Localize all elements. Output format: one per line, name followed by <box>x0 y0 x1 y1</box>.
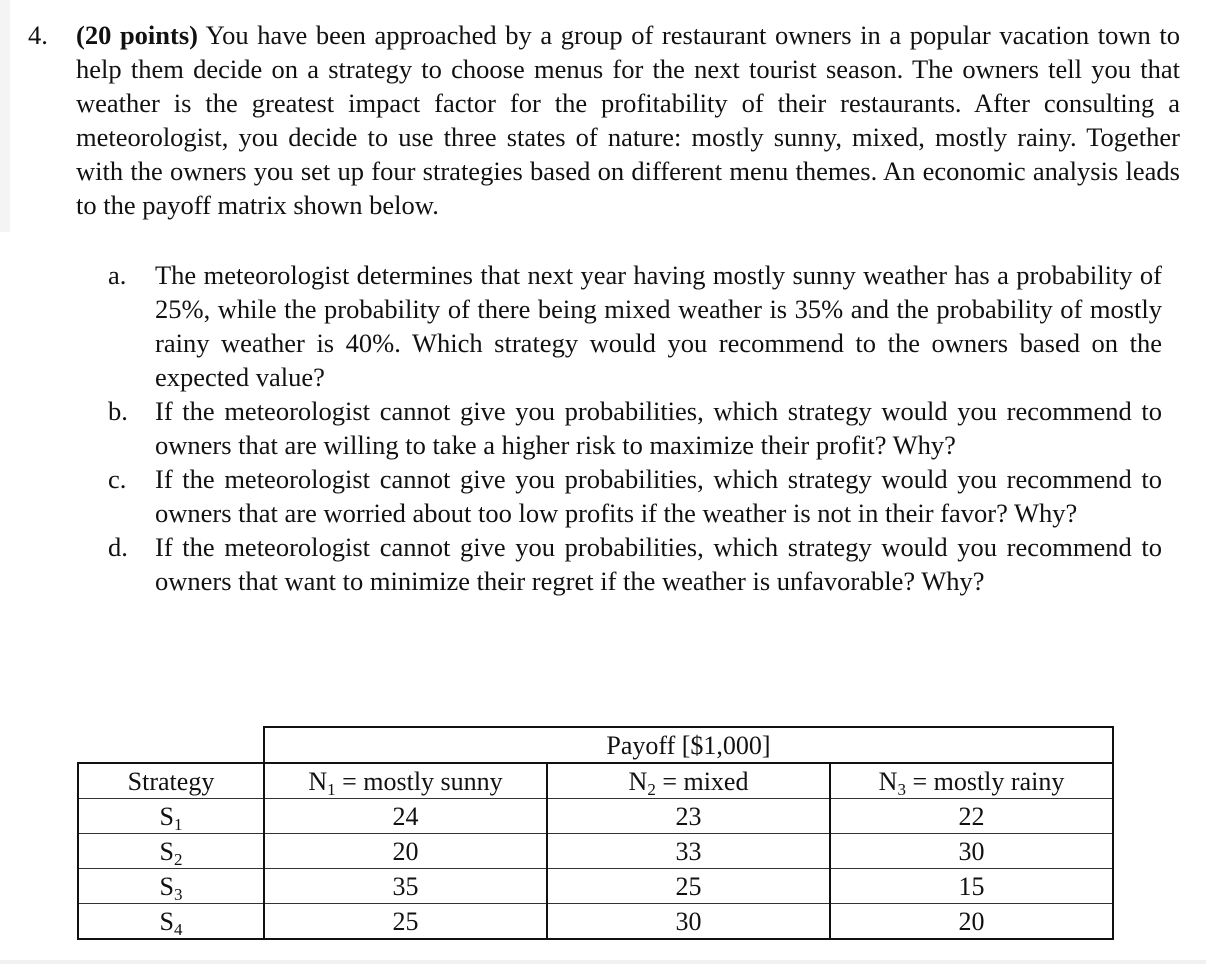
state-symbol: N <box>628 767 648 796</box>
table-row <box>78 834 1113 869</box>
strategy-header: Strategy <box>78 763 264 799</box>
strategy-cell <box>78 799 264 834</box>
state-label: = mostly sunny <box>335 767 503 796</box>
payoff-cell: 20 <box>264 834 547 869</box>
state-header-n2 <box>547 763 830 799</box>
payoff-cell: 33 <box>547 834 830 869</box>
payoff-cell: 25 <box>547 869 830 904</box>
subpart-b <box>108 394 1162 462</box>
table-header-row <box>78 763 1113 799</box>
state-subscript: 3 <box>897 780 906 799</box>
strategy-symbol: S <box>159 907 174 936</box>
state-symbol: N <box>308 767 328 796</box>
state-symbol: N <box>878 767 898 796</box>
subpart-letter: a. <box>108 260 127 290</box>
payoff-table <box>77 726 1114 940</box>
subpart-letter: c. <box>108 464 127 494</box>
payoff-cell: 24 <box>264 799 547 834</box>
scan-edge-shade <box>0 0 10 232</box>
subpart-text: The meteorologist determines that next year having mostly sunny weather has a probability of 25%, while the probability of there being mixed weather is 35% and the probability of mostly rainy weather is 40%. Which strategy would you recommend to the owners based on the expected value? <box>155 260 1162 392</box>
subpart-text: If the meteorologist cannot give you probabilities, which strategy would you recommend to owners that are willing to take a higher risk to maximize their profit? Why? <box>155 396 1162 460</box>
strategy-symbol: S <box>159 872 174 901</box>
payoff-super-header: Payoff [$1,000] <box>264 727 1113 763</box>
payoff-cell: 25 <box>264 904 547 940</box>
strategy-symbol: S <box>159 837 174 866</box>
table-row <box>78 799 1113 834</box>
subpart-d <box>108 530 1162 598</box>
state-label: = mixed <box>655 767 749 796</box>
question-body: You have been approached by a group of restaurant owners in a popular vacation town to help them decide on a strategy to choose menus for the next tourist season. The owners tell you that weather is the greatest impact factor for the profitability of their restaurants. After consulting a meteorologist, you decide to use three states of nature: mostly sunny, mixed, mostly rainy. Together with the owners you set up four strategies based on different menu themes. An economic analysis leads to the payoff matrix shown below. <box>76 20 1180 220</box>
strategy-symbol: S <box>159 802 174 831</box>
strategy-subscript: 4 <box>173 920 183 939</box>
empty-corner-cell <box>78 727 264 763</box>
state-header-n1 <box>264 763 547 799</box>
strategy-subscript: 3 <box>173 885 183 904</box>
question-number: 4. <box>28 20 48 50</box>
payoff-cell: 15 <box>830 869 1113 904</box>
table-super-header-row <box>78 727 1113 763</box>
subpart-a <box>108 258 1162 394</box>
payoff-cell: 30 <box>830 834 1113 869</box>
question-block <box>28 18 1180 222</box>
state-subscript: 1 <box>327 780 336 799</box>
question-points: (20 points) <box>76 20 198 50</box>
strategy-subscript: 2 <box>173 850 183 869</box>
question-text <box>76 18 1180 222</box>
strategy-cell <box>78 869 264 904</box>
subpart-letter: d. <box>108 532 128 562</box>
table-row <box>78 904 1113 940</box>
subpart-letter: b. <box>108 396 128 426</box>
payoff-cell: 23 <box>547 799 830 834</box>
subpart-text: If the meteorologist cannot give you probabilities, which strategy would you recommend to owners that want to minimize their regret if the weather is unfavorable? Why? <box>155 532 1162 596</box>
payoff-cell: 20 <box>830 904 1113 940</box>
strategy-cell <box>78 834 264 869</box>
payoff-cell: 35 <box>264 869 547 904</box>
subparts-list <box>108 258 1162 598</box>
state-label: = mostly rainy <box>905 767 1065 796</box>
strategy-cell <box>78 904 264 940</box>
scan-bottom-shade <box>0 960 1206 964</box>
strategy-subscript: 1 <box>173 815 183 834</box>
state-subscript: 2 <box>647 780 656 799</box>
subpart-c <box>108 462 1162 530</box>
payoff-cell: 22 <box>830 799 1113 834</box>
subpart-text: If the meteorologist cannot give you probabilities, which strategy would you recommend to owners that are worried about too low profits if the weather is not in their favor? Why? <box>155 464 1162 528</box>
payoff-cell: 30 <box>547 904 830 940</box>
state-header-n3 <box>830 763 1113 799</box>
table-row <box>78 869 1113 904</box>
